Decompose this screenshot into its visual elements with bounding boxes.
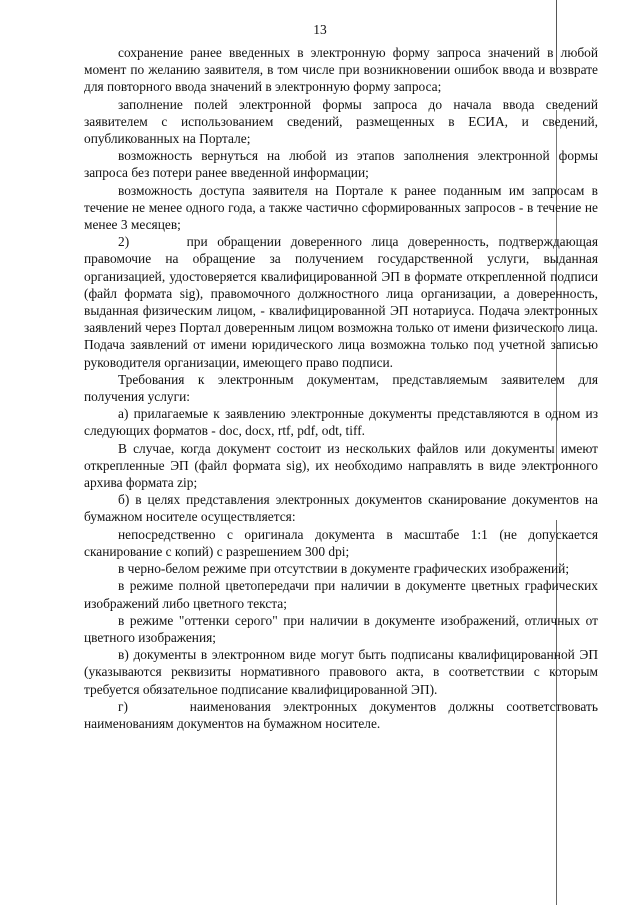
paragraph: возможность доступа заявителя на Портале к ранее поданным им запросам в течение не менее одного года, а также частично сформированных запросов - в течение не менее 3 месяцев;	[84, 182, 598, 233]
paragraph: Требования к электронным документам, представляемым заявителем для получения услуги:	[84, 371, 598, 405]
paragraph: в режиме "оттенки серого" при наличии в документе изображений, отличных от цветного изображения;	[84, 612, 598, 645]
paragraph: В случае, когда документ состоит из нескольких файлов или документы имеют открепленные ЭП (файл формата sig), их необходимо направлять в виде электронного архива формата zip;	[84, 440, 598, 491]
paragraph: 2) при обращении доверенного лица доверенность, подтверждающая правомочие на обращение за получением государственной услуги, выданная организацией, удостоверяется квалифицированной ЭП в формате открепленной подписи (файл формата sig), правомочного должностного лица организации, а доверенность, выданная физическим лицом, - квалифицированной ЭП нотариуса. Подача электронных заявлений через Портал доверенным лицом возможна только от имени физического лица. Подача заявлений от имени юридического лица возможна только под учетной записью руководителя организации, имеющего право подписи.	[84, 234, 598, 370]
paragraph: б) в целях представления электронных документов сканирование документов на бумажном носителе осуществляется:	[84, 492, 598, 525]
paragraph: заполнение полей электронной формы запроса до начала ввода сведений заявителем с использованием сведений, размещенных в ЕСИА, и сведений, опубликованных на Портале;	[84, 96, 598, 147]
paragraph: в черно-белом режиме при отсутствии в документе графических изображений;	[118, 561, 570, 577]
document-body	[84, 44, 598, 732]
paragraph: непосредственно с оригинала документа в масштабе 1:1 (не допускается сканирование с копий) с разрешением 300 dpi;	[84, 526, 598, 559]
paragraph: в) документы в электронном виде могут быть подписаны квалифицированной ЭП (указываются реквизиты нормативного правового акта, в соответствии с которым требуется обязательное подписание квалифицированной ЭП).	[84, 647, 598, 697]
paragraph: а) прилагаемые к заявлению электронные документы представляются в одном из следующих форматов - doc, docx, rtf, pdf, odt, tiff.	[84, 406, 598, 439]
paragraph: г) наименования электронных документов должны соответствовать наименованиям документов на бумажном носителе.	[84, 698, 598, 731]
paragraph: возможность вернуться на любой из этапов заполнения электронной формы запроса без потери ранее введенной информации;	[84, 148, 598, 181]
paragraph: в режиме полной цветопередачи при наличии в документе цветных графических изображений либо цветного текста;	[84, 578, 598, 611]
paragraph: сохранение ранее введенных в электронную форму запроса значений в любой момент по желанию заявителя, в том числе при возникновении ошибок ввода и возврате для повторного ввода значений в электронную форму запроса;	[84, 45, 598, 95]
page-number: 13	[313, 22, 327, 37]
